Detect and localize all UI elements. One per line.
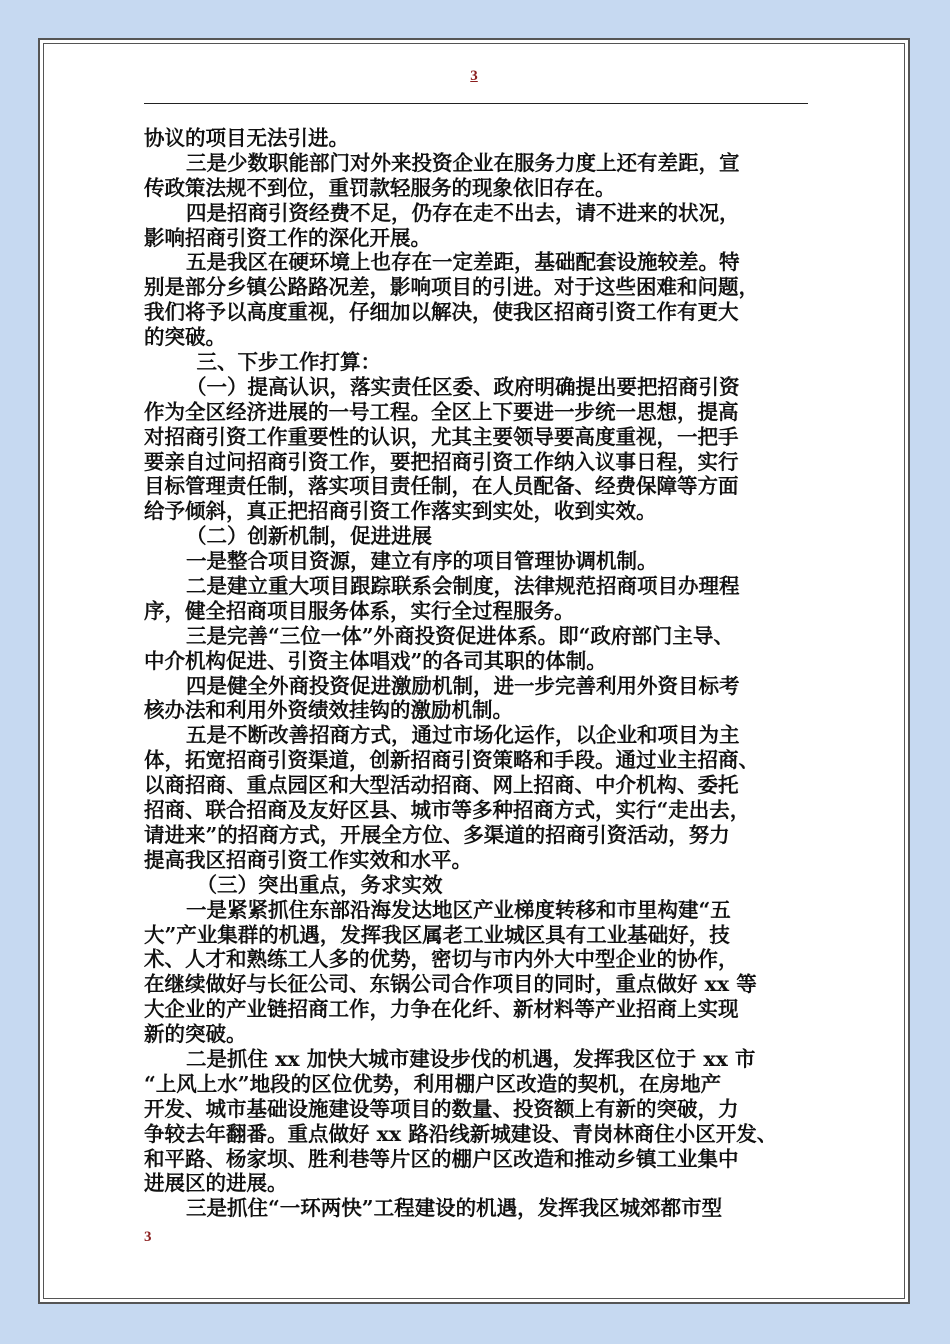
text-line: 请进来”的招商方式，开展全方位、多渠道的招商引资活动，努力 [144, 822, 730, 847]
text-line: 目标管理责任制，落实项目责任制，在人员配备、经费保障等方面 [144, 474, 739, 499]
text-line: 的突破。 [144, 325, 226, 350]
text-line: 给予倾斜，真正把招商引资工作落实到实处，收到实效。 [144, 499, 657, 524]
text-line: 二是抓住 xx 加快大城市建设步伐的机遇，发挥我区位于 xx 市 [186, 1046, 756, 1071]
text-line: 我们将予以高度重视，仔细加以解决，使我区招商引资工作有更大 [144, 300, 739, 325]
text-line: 三是少数职能部门对外来投资企业在服务力度上还有差距，宣 [186, 150, 740, 175]
text-line: 一是整合项目资源，建立有序的项目管理协调机制。 [186, 549, 658, 574]
text-line: 三、下步工作打算： [196, 350, 381, 375]
header-page-number: 3 [470, 68, 478, 84]
text-line: 中介机构促进、引资主体唱戏”的各司其职的体制。 [144, 648, 607, 673]
text-line: 五是我区在硬环境上也存在一定差距，基础配套设施较差。特 [186, 250, 740, 275]
text-line: “上风上水”地段的区位优势，利用棚户区改造的契机，在房地产 [144, 1071, 722, 1096]
text-line: 对招商引资工作重要性的认识，尤其主要领导要高度重视，一把手 [144, 424, 739, 449]
text-line: 三是完善“三位一体”外商投资促进体系。即“政府部门主导、 [186, 623, 734, 648]
text-line: 大”产业集群的机遇，发挥我区属老工业城区具有工业基础好，技 [144, 922, 730, 947]
text-line: 二是建立重大项目跟踪联系会制度，法律规范招商项目办理程 [186, 574, 740, 599]
header-divider [144, 103, 808, 104]
text-line: 进展区的进展。 [144, 1171, 288, 1196]
text-line: 要亲自过问招商引资工作，要把招商引资工作纳入议事日程，实行 [144, 449, 739, 474]
text-line: 三是抓住“一环两快”工程建设的机遇，发挥我区城郊都市型 [186, 1196, 723, 1221]
text-line: 四是健全外商投资促进激励机制，进一步完善利用外资目标考 [186, 673, 740, 698]
text-line: 别是部分乡镇公路路况差，影响项目的引进。对于这些困难和问题， [144, 275, 759, 300]
text-line: 大企业的产业链招商工作，力争在化纤、新材料等产业招商上实现 [144, 997, 739, 1022]
text-line: 术、人才和熟练工人多的优势，密切与市内外大中型企业的协作， [144, 947, 739, 972]
text-line: 招商、联合招商及友好区县、城市等多种招商方式，实行“走出去， [144, 798, 751, 823]
text-line: 在继续做好与长征公司、东锅公司合作项目的同时，重点做好 xx 等 [144, 972, 757, 997]
text-line: 开发、城市基础设施建设等项目的数量、投资额上有新的突破，力 [144, 1096, 739, 1121]
text-line: 传政策法规不到位，重罚款轻服务的现象依旧存在。 [144, 175, 616, 200]
text-line: 一是紧紧抓住东部沿海发达地区产业梯度转移和市里构建“五 [186, 897, 731, 922]
text-line: （一）提高认识，落实责任区委、政府明确提出要把招商引资 [186, 374, 740, 399]
text-line: 新的突破。 [144, 1022, 247, 1047]
text-line: 以商招商、重点园区和大型活动招商、网上招商、中介机构、委托 [144, 773, 739, 798]
text-line: 提高我区招商引资工作实效和水平。 [144, 847, 472, 872]
text-line: 影响招商引资工作的深化开展。 [144, 225, 431, 250]
body-text [144, 126, 810, 1221]
text-line: （三）突出重点，务求实效 [196, 872, 443, 897]
text-line: 五是不断改善招商方式，通过市场化运作，以企业和项目为主 [186, 723, 740, 748]
document-page [38, 38, 910, 1304]
text-line: 核办法和利用外资绩效挂钩的激励机制。 [144, 698, 513, 723]
text-line: 四是招商引资经费不足，仍存在走不出去，请不进来的状况， [186, 200, 740, 225]
text-line: 协议的项目无法引进。 [144, 126, 349, 150]
text-line: 序，健全招商项目服务体系，实行全过程服务。 [144, 598, 575, 623]
text-line: 和平路、杨家坝、胜利巷等片区的棚户区改造和推动乡镇工业集中 [144, 1146, 739, 1171]
text-line: （二）创新机制，促进进展 [186, 524, 432, 549]
footer-page-number: 3 [144, 1229, 152, 1245]
text-line: 体，拓宽招商引资渠道，创新招商引资策略和手段。通过业主招商、 [144, 748, 759, 773]
text-line: 争较去年翻番。重点做好 xx 路沿线新城建设、青岗林商住小区开发、 [144, 1121, 778, 1146]
text-line: 作为全区经济进展的一号工程。全区上下要进一步统一思想，提高 [144, 399, 739, 424]
